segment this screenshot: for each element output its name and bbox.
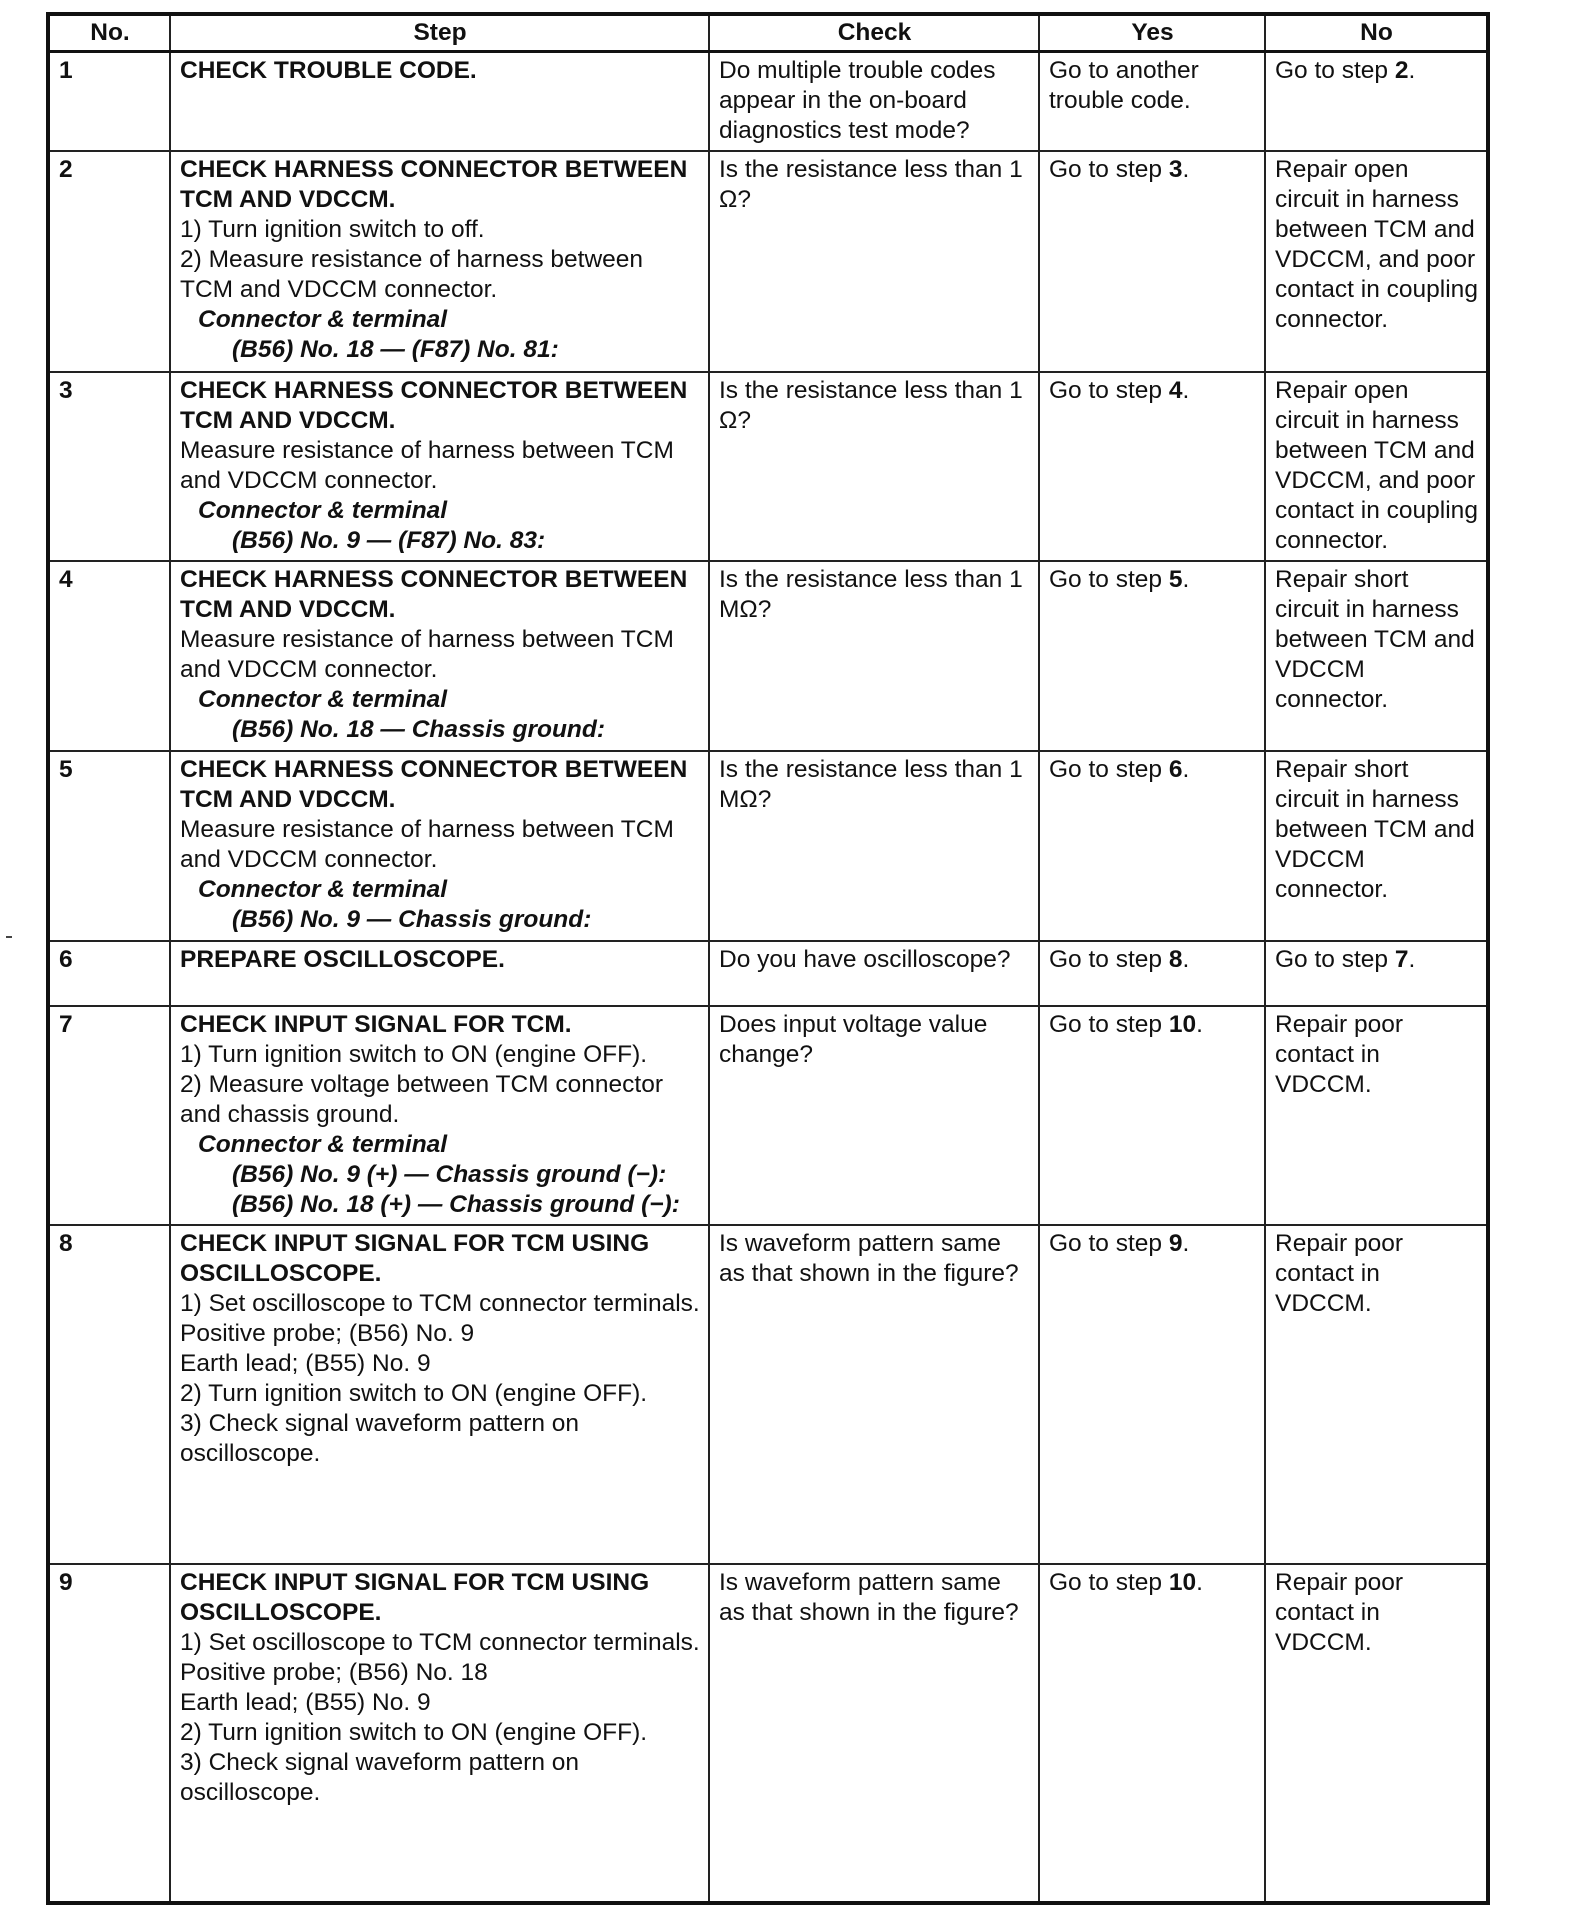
step-instruction: 1) Set oscilloscope to TCM connector terminals.	[180, 1629, 700, 1656]
yes-text: Go to step	[1049, 1230, 1163, 1257]
diagnostic-table	[46, 12, 1490, 1905]
no-action: Go to step 2.	[1265, 52, 1488, 152]
step-number: 9	[48, 1564, 170, 1903]
margin-mark	[6, 936, 12, 938]
step-instruction: 1) Set oscilloscope to TCM connector terminals.	[180, 1290, 700, 1317]
header-step: Step	[170, 14, 709, 52]
step-cell	[170, 372, 709, 561]
connector-label: Connector & terminal	[198, 306, 448, 333]
step-instruction: 1) Turn ignition switch to ON (engine OFF).	[180, 1041, 648, 1068]
step-instruction: 2) Measure resistance of harness between TCM and VDCCM connector.	[180, 246, 644, 303]
step-cell	[170, 941, 709, 1006]
step-instruction: Measure resistance of harness between TCM and VDCCM connector.	[180, 816, 674, 873]
no-step-ref: 7	[1394, 946, 1409, 973]
table-row	[48, 52, 1488, 152]
connector-terminal: (B56) No. 18 — Chassis ground:	[232, 716, 606, 743]
check-question: Do multiple trouble codes appear in the on-board diagnostics test mode?	[709, 52, 1039, 152]
yes-action: Go to step 5.	[1039, 561, 1265, 751]
yes-step-ref: 4	[1168, 377, 1183, 404]
no-action	[1265, 561, 1488, 751]
check-question: Is waveform pattern same as that shown in the figure?	[709, 1225, 1039, 1564]
check-question: Does input voltage value change?	[709, 1006, 1039, 1225]
step-title: CHECK HARNESS CONNECTOR BETWEEN TCM AND VDCCM.	[180, 756, 688, 813]
connector-label: Connector & terminal	[198, 686, 448, 713]
header-no: No.	[48, 14, 170, 52]
table-row	[48, 1225, 1488, 1564]
yes-action	[1039, 52, 1265, 152]
diagnostic-procedure	[46, 12, 1490, 1905]
step-instruction: 2) Turn ignition switch to ON (engine OFF).	[180, 1380, 648, 1407]
step-instruction: 3) Check signal waveform pattern on oscilloscope.	[180, 1749, 579, 1806]
table-row	[48, 151, 1488, 372]
connector-label: Connector & terminal	[198, 497, 448, 524]
yes-step-ref: 3	[1168, 156, 1183, 183]
connector-label: Connector & terminal	[198, 1131, 448, 1158]
no-step-ref: 2	[1394, 57, 1409, 84]
table-row	[48, 1564, 1488, 1903]
no-text: Repair short circuit in harness between TCM and VDCCM connector.	[1275, 756, 1475, 903]
header-no-result: No	[1265, 14, 1488, 52]
no-action: Go to step 7.	[1265, 941, 1488, 1006]
header-row	[48, 14, 1488, 52]
step-title: CHECK HARNESS CONNECTOR BETWEEN TCM AND VDCCM.	[180, 156, 688, 213]
step-title: CHECK INPUT SIGNAL FOR TCM USING OSCILLOSCOPE.	[180, 1569, 650, 1626]
yes-step-ref: 8	[1168, 946, 1183, 973]
connector-terminal: (B56) No. 9 — (F87) No. 83:	[232, 527, 546, 554]
no-action	[1265, 372, 1488, 561]
table-row	[48, 1006, 1488, 1225]
header-yes: Yes	[1039, 14, 1265, 52]
yes-step-ref: 10	[1168, 1011, 1197, 1038]
step-instruction: 2) Measure voltage between TCM connector and chassis ground.	[180, 1071, 663, 1128]
step-number: 6	[48, 941, 170, 1006]
no-text: Repair poor contact in VDCCM.	[1275, 1230, 1404, 1317]
step-number: 4	[48, 561, 170, 751]
yes-action: Go to step 3.	[1039, 151, 1265, 372]
no-text: Repair open circuit in harness between TCM and VDCCM, and poor contact in coupling connector.	[1275, 156, 1478, 333]
step-instruction: Earth lead; (B55) No. 9	[180, 1689, 431, 1716]
check-question: Is waveform pattern same as that shown in the figure?	[709, 1564, 1039, 1903]
step-instruction: 1) Turn ignition switch to off.	[180, 216, 485, 243]
yes-text: Go to step	[1049, 566, 1163, 593]
step-title: CHECK INPUT SIGNAL FOR TCM.	[180, 1011, 572, 1038]
no-text: Go to step	[1275, 57, 1389, 84]
step-title: CHECK INPUT SIGNAL FOR TCM USING OSCILLOSCOPE.	[180, 1230, 650, 1287]
step-number: 1	[48, 52, 170, 152]
check-question: Is the resistance less than 1 MΩ?	[709, 751, 1039, 941]
yes-text: Go to another trouble code.	[1049, 57, 1199, 114]
yes-action: Go to step 4.	[1039, 372, 1265, 561]
check-question: Do you have oscilloscope?	[709, 941, 1039, 1006]
check-question: Is the resistance less than 1 MΩ?	[709, 561, 1039, 751]
step-instruction: Measure resistance of harness between TCM and VDCCM connector.	[180, 437, 674, 494]
yes-action: Go to step 8.	[1039, 941, 1265, 1006]
step-number: 5	[48, 751, 170, 941]
step-instruction: Earth lead; (B55) No. 9	[180, 1350, 431, 1377]
step-title: CHECK HARNESS CONNECTOR BETWEEN TCM AND VDCCM.	[180, 566, 688, 623]
connector-label: Connector & terminal	[198, 876, 448, 903]
header-check: Check	[709, 14, 1039, 52]
step-instruction: 2) Turn ignition switch to ON (engine OFF).	[180, 1719, 648, 1746]
step-cell	[170, 52, 709, 152]
no-text: Repair short circuit in harness between TCM and VDCCM connector.	[1275, 566, 1475, 713]
yes-action: Go to step 10.	[1039, 1564, 1265, 1903]
yes-text: Go to step	[1049, 1011, 1163, 1038]
connector-terminal: (B56) No. 18 — (F87) No. 81:	[232, 336, 559, 363]
no-action	[1265, 1225, 1488, 1564]
connector-terminal: (B56) No. 9 — Chassis ground:	[232, 906, 592, 933]
table-row	[48, 751, 1488, 941]
step-number: 7	[48, 1006, 170, 1225]
yes-text: Go to step	[1049, 756, 1163, 783]
check-question: Is the resistance less than 1 Ω?	[709, 372, 1039, 561]
connector-terminal: (B56) No. 18 (+) — Chassis ground (−):	[232, 1191, 680, 1218]
check-question: Is the resistance less than 1 Ω?	[709, 151, 1039, 372]
no-action	[1265, 751, 1488, 941]
no-text: Go to step	[1275, 946, 1389, 973]
no-action	[1265, 151, 1488, 372]
yes-step-ref: 10	[1168, 1569, 1197, 1596]
no-action	[1265, 1564, 1488, 1903]
no-text: Repair poor contact in VDCCM.	[1275, 1011, 1404, 1098]
step-title: CHECK TROUBLE CODE.	[180, 57, 477, 84]
yes-text: Go to step	[1049, 1569, 1163, 1596]
yes-action: Go to step 6.	[1039, 751, 1265, 941]
yes-text: Go to step	[1049, 156, 1163, 183]
no-text: Repair open circuit in harness between TCM and VDCCM, and poor contact in coupling connector.	[1275, 377, 1478, 554]
step-instruction: Positive probe; (B56) No. 18	[180, 1659, 488, 1686]
yes-step-ref: 9	[1168, 1230, 1183, 1257]
table-row	[48, 561, 1488, 751]
step-cell	[170, 751, 709, 941]
yes-step-ref: 5	[1168, 566, 1183, 593]
step-number: 2	[48, 151, 170, 372]
yes-action: Go to step 9.	[1039, 1225, 1265, 1564]
yes-step-ref: 6	[1168, 756, 1183, 783]
step-cell	[170, 1225, 709, 1564]
step-title: PREPARE OSCILLOSCOPE.	[180, 946, 505, 973]
yes-action: Go to step 10.	[1039, 1006, 1265, 1225]
step-instruction: 3) Check signal waveform pattern on oscilloscope.	[180, 1410, 579, 1467]
no-text: Repair poor contact in VDCCM.	[1275, 1569, 1404, 1656]
yes-text: Go to step	[1049, 377, 1163, 404]
step-number: 8	[48, 1225, 170, 1564]
step-number: 3	[48, 372, 170, 561]
step-cell	[170, 1006, 709, 1225]
connector-terminal: (B56) No. 9 (+) — Chassis ground (−):	[232, 1161, 667, 1188]
table-row	[48, 372, 1488, 561]
step-instruction: Measure resistance of harness between TCM and VDCCM connector.	[180, 626, 674, 683]
step-title: CHECK HARNESS CONNECTOR BETWEEN TCM AND VDCCM.	[180, 377, 688, 434]
yes-text: Go to step	[1049, 946, 1163, 973]
no-action	[1265, 1006, 1488, 1225]
step-instruction: Positive probe; (B56) No. 9	[180, 1320, 475, 1347]
step-cell	[170, 1564, 709, 1903]
table-row	[48, 941, 1488, 1006]
step-cell	[170, 151, 709, 372]
step-cell	[170, 561, 709, 751]
